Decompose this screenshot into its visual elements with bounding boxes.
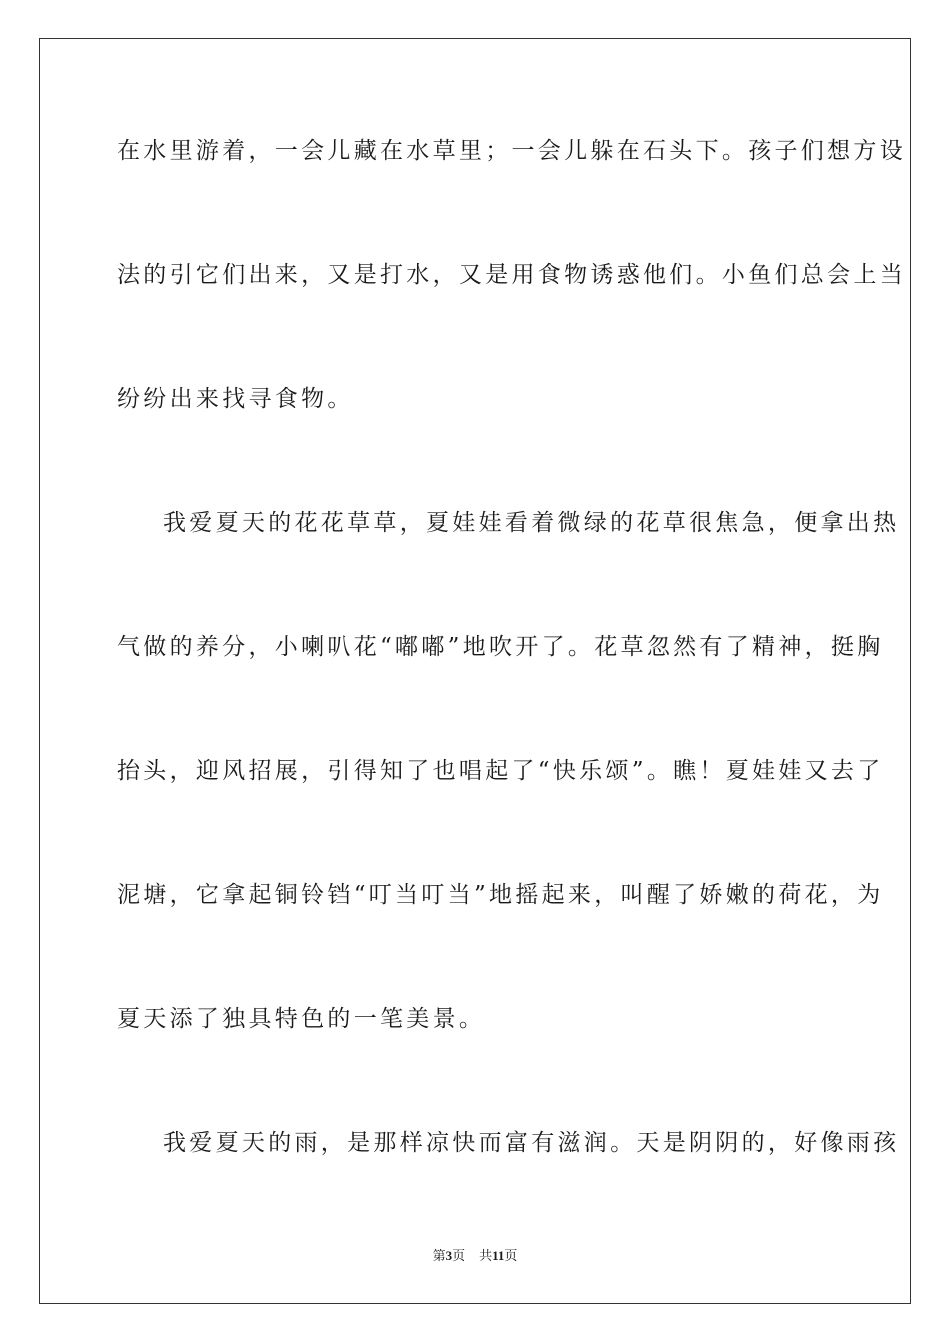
footer-total-pages: 11 [492, 1248, 505, 1263]
footer-total-suffix: 页 [504, 1248, 518, 1263]
text-line-8: 夏天添了独具特色的一笔美景。 [117, 1006, 486, 1032]
text-line-4: 我爱夏天的花花草草，夏娃娃看着微绿的花草很焦急，便拿出热 [163, 510, 900, 536]
text-line-2: 法的引它们出来，又是打水，又是用食物诱惑他们。小鱼们总会上当 [117, 262, 906, 288]
footer-page-prefix: 第 [432, 1248, 446, 1263]
page-footer [0, 1246, 950, 1266]
text-line-9: 我爱夏天的雨，是那样凉快而富有滋润。天是阴阴的，好像雨孩 [163, 1130, 900, 1156]
text-line-1: 在水里游着，一会儿藏在水草里；一会儿躲在石头下。孩子们想方设 [117, 138, 906, 164]
footer-total-prefix: 共 [479, 1248, 493, 1263]
footer-page-number: 3 [445, 1248, 453, 1263]
text-line-3: 纷纷出来找寻食物。 [117, 386, 354, 412]
text-line-6: 抬头，迎风招展，引得知了也唱起了“快乐颂”。瞧！夏娃娃又去了 [117, 758, 884, 784]
text-line-7: 泥塘，它拿起铜铃铛“叮当叮当”地摇起来，叫醒了娇嫩的荷花，为 [117, 882, 884, 908]
text-line-5: 气做的养分，小喇叭花“嘟嘟”地吹开了。花草忽然有了精神，挺胸 [117, 634, 884, 660]
footer-page-suffix: 页 [452, 1248, 466, 1263]
page-frame [39, 38, 911, 1304]
